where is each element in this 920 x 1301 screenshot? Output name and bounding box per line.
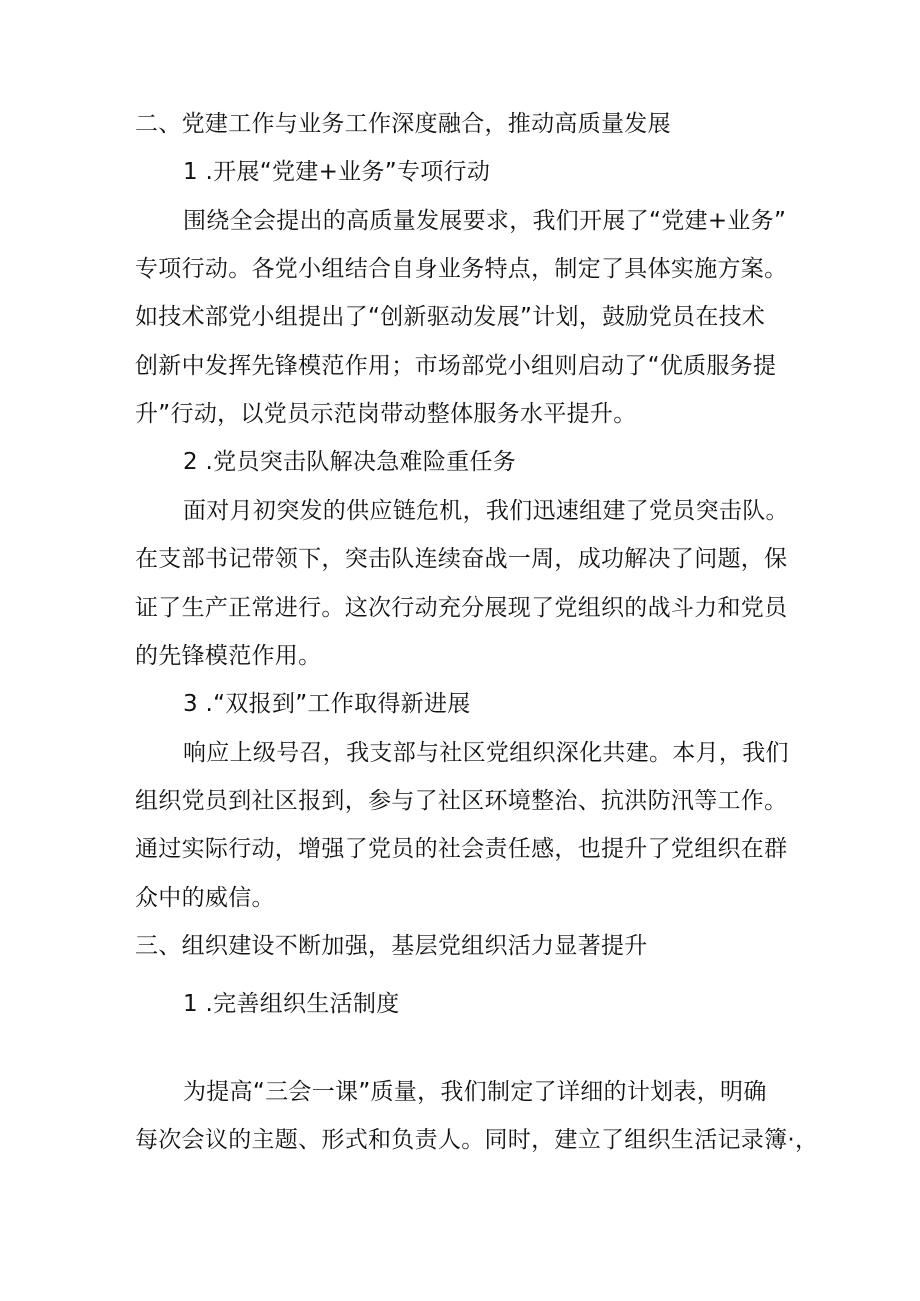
paragraph-line: 每次会议的主题、形式和负责人。同时，建立了组织生活记录簿·， [135, 1127, 819, 1153]
paragraph-line: 围绕全会提出的高质量发展要求，我们开展了“党建+业务” [183, 208, 787, 234]
paragraph-line: 升”行动，以党员示范岗带动整体服务水平提升。 [135, 401, 637, 427]
paragraph-line: 的先锋模范作用。 [135, 643, 322, 669]
subheading-2-2: 2 .党员突击队解决急难险重任务 [183, 449, 517, 475]
paragraph-line: 如技术部党小组提出了“创新驱动发展”计划，鼓励党员在技术 [135, 304, 766, 330]
paragraph-line: 为提高“三会一课”质量，我们制定了详细的计划表，明确 [183, 1079, 767, 1105]
paragraph-line: 专项行动。各党小组结合自身业务特点，制定了具体实施方案。 [135, 256, 788, 282]
paragraph-line: 创新中发挥先锋模范作用；市场部党小组则启动了“优质服务提 [135, 353, 777, 379]
paragraph-line: 响应上级号召，我支部与社区党组织深化共建。本月，我们 [183, 740, 789, 766]
subheading-3-1: 1 .完善组织生活制度 [183, 991, 400, 1017]
subheading-2-1: 1 .开展“党建+业务”专项行动 [183, 159, 491, 185]
paragraph-line: 面对月初突发的供应链危机，我们迅速组建了党员突击队。 [183, 498, 789, 524]
paragraph-line: 通过实际行动，增强了党员的社会责任感，也提升了党组织在群 [135, 836, 788, 862]
section-heading-2: 二、党建工作与业务工作深度融合，推动高质量发展 [135, 111, 671, 137]
paragraph-line: 组织党员到社区报到，参与了社区环境整治、抗洪防汛等工作。 [135, 788, 788, 814]
section-heading-3: 三、组织建设不断加强，基层党组织活力显著提升 [135, 933, 648, 959]
paragraph-line: 在支部书记带领下，突击队连续奋战一周，成功解决了问题，保 [135, 546, 788, 572]
paragraph-line: 众中的威信。 [135, 885, 275, 911]
paragraph-line: 证了生产正常进行。这次行动充分展现了党组织的战斗力和党员 [135, 595, 788, 621]
subheading-2-3: 3 .“双报到”工作取得新进展 [183, 691, 471, 717]
